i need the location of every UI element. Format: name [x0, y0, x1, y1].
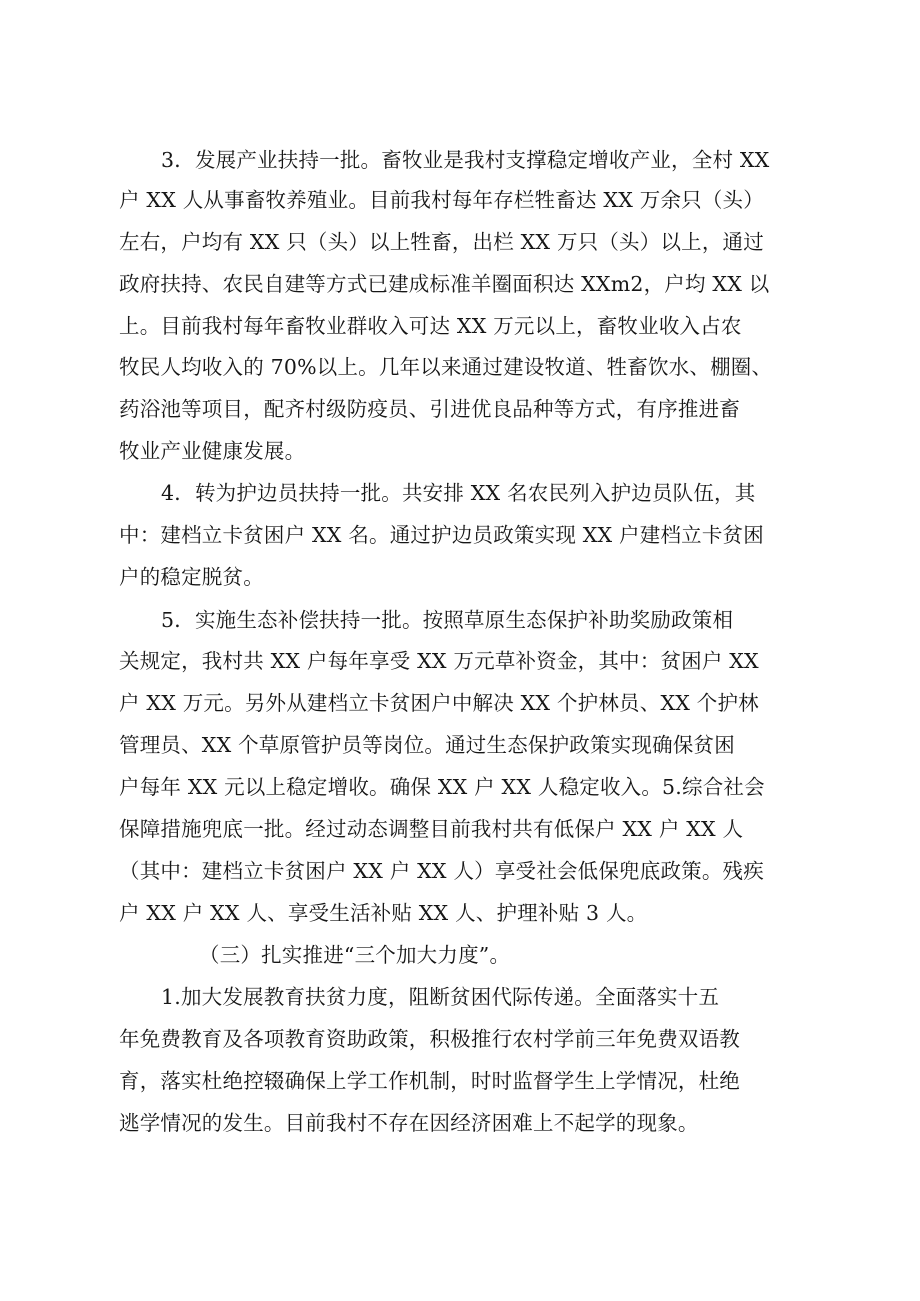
- section-heading: （三）扎实推进“三个加大力度”。: [199, 943, 511, 967]
- paragraph-1-line-4: 逃学情况的发生。目前我村不存在因经济困难上不起学的现象。: [119, 1111, 699, 1135]
- paragraph-5-line-7: （其中：建档立卡贫困户 XX 户 XX 人）享受社会低保兜底政策。残疾: [119, 859, 764, 883]
- paragraph-5-line-5: 户每年 XX 元以上稳定增收。确保 XX 户 XX 人稳定收入。5.综合社会: [119, 775, 765, 799]
- paragraph-3-line-5: 上。目前我村每年畜牧业群收入可达 XX 万元以上，畜牧业收入占农: [119, 314, 742, 338]
- paragraph-5-line-1: 5．实施生态补偿扶持一批。按照草原生态保护补助奖励政策相: [161, 608, 734, 632]
- paragraph-3-line-3: 左右，户均有 XX 只（头）以上牲畜，出栏 XX 万只（头）以上，通过: [119, 230, 764, 254]
- paragraph-4-line-2: 中：建档立卡贫困户 XX 名。通过护边员政策实现 XX 户建档立卡贫困: [119, 523, 764, 547]
- paragraph-4-line-3: 户的稳定脱贫。: [119, 565, 264, 589]
- paragraph-3-line-6: 牧民人均收入的 70%以上。几年以来通过建设牧道、牲畜饮水、棚圈、: [119, 355, 773, 379]
- paragraph-3-line-8: 牧业产业健康发展。: [119, 439, 306, 463]
- paragraph-1-line-1: 1.加大发展教育扶贫力度，阻断贫困代际传递。全面落实十五: [161, 985, 720, 1009]
- paragraph-5-line-3: 户 XX 万元。另外从建档立卡贫困户中解决 XX 个护林员、XX 个护林: [119, 691, 759, 715]
- paragraph-5-line-6: 保障措施兜底一批。经过动态调整目前我村共有低保户 XX 户 XX 人: [119, 817, 744, 841]
- paragraph-3-line-1: 3．发展产业扶持一批。畜牧业是我村支撑稳定增收产业，全村 XX: [161, 148, 770, 172]
- paragraph-4-line-1: 4．转为护边员扶持一批。共安排 XX 名农民列入护边员队伍，其: [161, 481, 756, 505]
- paragraph-5-line-4: 管理员、XX 个草原管护员等岗位。通过生态保护政策实现确保贫困: [119, 733, 735, 757]
- paragraph-1-line-3: 育，落实杜绝控辍确保上学工作机制，时时监督学生上学情况，杜绝: [119, 1069, 740, 1093]
- paragraph-3-line-2: 户 XX 人从事畜牧养殖业。目前我村每年存栏牲畜达 XX 万余只（头）: [119, 188, 764, 212]
- paragraph-5-line-2: 关规定，我村共 XX 户每年享受 XX 万元草补资金，其中：贫困户 XX: [119, 649, 759, 673]
- paragraph-1-line-2: 年免费教育及各项教育资助政策，积极推行农村学前三年免费双语教: [119, 1027, 740, 1051]
- paragraph-3-line-4: 政府扶持、农民自建等方式已建成标准羊圈面积达 XXm2，户均 XX 以: [119, 272, 770, 296]
- paragraph-5-line-8: 户 XX 户 XX 人、享受生活补贴 XX 人、护理补贴 3 人。: [119, 901, 648, 925]
- paragraph-3-line-7: 药浴池等项目，配齐村级防疫员、引进优良品种等方式，有序推进畜: [119, 397, 740, 421]
